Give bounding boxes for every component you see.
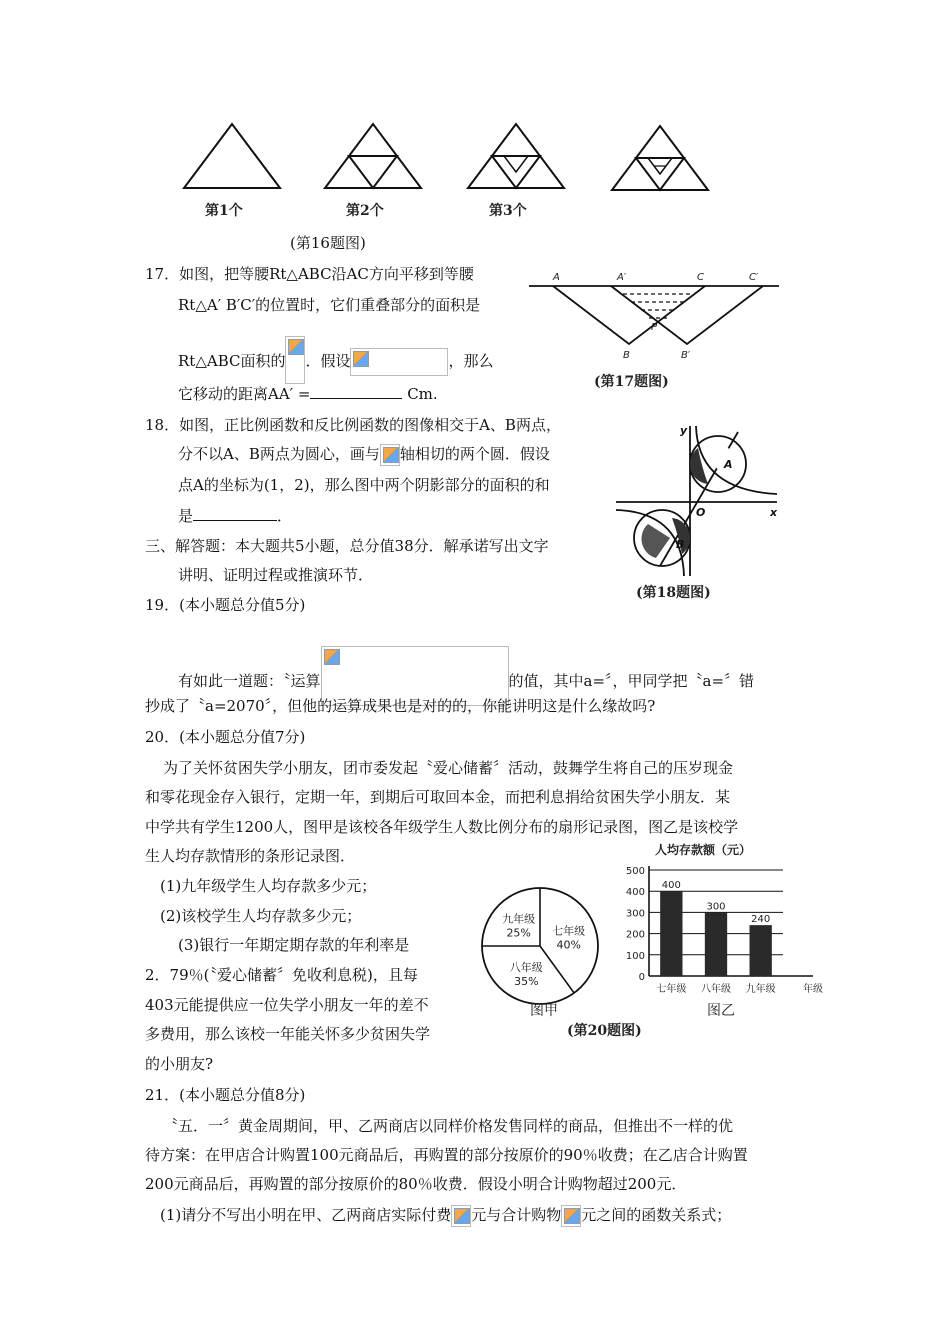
q20-sub-5: 403元能提供应一位失学小朋友一年的差不 (145, 996, 429, 1014)
bar-value-label: 240 (751, 914, 771, 926)
q21-sub-1a: (1)请分不写出小明在甲、乙两商店实际付费 (160, 1206, 452, 1224)
answer-blank (193, 520, 277, 521)
q21-para-1: 〝五．一〞黄金周期间，甲、乙两商店以同样价格发售同样的商品，但推出不一样的优 (163, 1117, 734, 1135)
q20-sub-7: 的小朋友? (145, 1055, 214, 1073)
q20-para-4: 生人均存款情形的条形记录图． (145, 847, 356, 865)
broken-image-icon (285, 336, 305, 384)
q19-line-1b: 的值，其中a=〞，甲同学把〝a=〞错 (508, 672, 755, 690)
q18-line-4 (178, 506, 292, 526)
q20-para-1: 为了关怀贫困失学小朋友，团市委发起〝爱心储蓄〞活动，鼓舞学生将自己的压岁现金 (163, 759, 734, 777)
bar (750, 925, 772, 976)
fig16-triangles (170, 118, 730, 228)
q17-line-2: Rt△A′ B′C′的位置时，它们重叠部分的面积是 (178, 296, 481, 314)
q20-sub-6: 多费用，那么该校一年能关怀多少贫困失学 (145, 1025, 431, 1043)
y-tick-label: 200 (625, 929, 645, 941)
sec3-line-2: 讲明、证明过程或推演环节． (178, 566, 374, 584)
q21-sub-1 (160, 1205, 731, 1227)
q21-para-3: 200元商品后，再购置的部分按原价的80％收费．假设小明合计购物超过200元． (145, 1175, 687, 1193)
bar (660, 891, 682, 976)
q17-line-3 (178, 336, 494, 384)
q20-sub-3: (3)银行一年期定期存款的年利率是 (178, 936, 410, 954)
q17-line-4b: Cm. (407, 385, 438, 403)
fig18-label-y: y (680, 424, 688, 437)
x-tick-label: 七年级 (656, 984, 687, 995)
q18-line-4b: ． (277, 507, 293, 525)
y-tick-label: 300 (625, 908, 645, 920)
q17-line-4a: 它移动的距离AA′ = (178, 385, 311, 403)
answer-blank (310, 398, 402, 399)
fig17-label-b-prime: B′ (681, 350, 691, 361)
pie-slice-value: 25% (506, 926, 531, 940)
q17-line-3a: Rt△ABC面积的 (178, 352, 286, 370)
q20-para-3: 中学共有学生1200人，图甲是该校各年级学生人数比例分布的扇形记录图，图乙是该校学 (145, 818, 739, 836)
q18-line-2a: 分不以A、B两点为圆心，画与 (178, 445, 380, 463)
pie-chart-caption: 图甲 (530, 1003, 558, 1019)
pie-slice-value: 40% (556, 938, 581, 952)
q20-sub-4: 2．79％(〝爱心储蓄〞免收利息税)，且每 (145, 966, 418, 984)
fig18-label-x: x (770, 506, 778, 519)
broken-image-icon (350, 348, 448, 376)
bar (705, 912, 727, 976)
fig18-label-b: B (676, 538, 685, 551)
q18-line-3: 点A的坐标为(1，2)，那么图中两个阴影部分的面积的和 (178, 476, 550, 494)
broken-image-icon (561, 1205, 581, 1227)
q21-sub-1c: 元之间的函数关系式； (581, 1206, 732, 1224)
q19-line-2: 抄成了〝a=2070〞，但他的运算成果也是对的的，你能讲明这是什么缘故吗? (145, 697, 656, 715)
fig16-label-2: 第2个 (346, 203, 384, 219)
broken-image-icon (380, 444, 400, 466)
fig18-label-o: O (696, 506, 706, 519)
pie-slice-label: 九年级 (502, 912, 536, 926)
y-tick-label: 500 (625, 866, 645, 877)
bar-value-label: 400 (661, 880, 681, 892)
x-tick-label: 九年级 (745, 984, 776, 995)
x-tick-label: 八年级 (701, 984, 731, 995)
q17-line-3c: ，那么 (448, 352, 494, 370)
q20-sub-1: (1)九年级学生人均存款多少元； (160, 877, 377, 895)
q20-sub-2: (2)该校学生人均存款多少元； (160, 907, 362, 925)
q21-para-2: 待方案：在甲店合计购置100元商品后，再购置的部分按原价的90％收费；在乙店合计购置 (145, 1146, 748, 1164)
bar-chart-title: 人均存款额（元） (655, 843, 752, 857)
q18-line-2 (178, 444, 550, 466)
pie-slice-label: 八年级 (509, 960, 543, 974)
fig17-label-c: C (697, 272, 704, 283)
q17-line-1: 17．如图，把等腰Rt△ABC沿AC方向平移到等腰 (145, 265, 474, 283)
fig17-label-a: A (553, 272, 560, 283)
q17-line-3b: ．假设 (305, 352, 351, 370)
broken-image-icon (451, 1205, 471, 1227)
q20-head: 20．(本小题总分值7分) (145, 728, 306, 746)
bar-chart (615, 838, 830, 1018)
fig17-caption: (第17题图) (594, 374, 669, 390)
fig17-label-p: P (651, 322, 658, 333)
fig16-caption: (第16题图) (290, 234, 366, 252)
q18-line-1: 18．如图，正比例函数和反比例函数的图像相交于A、B两点， (145, 416, 561, 434)
q21-head: 21．(本小题总分值8分) (145, 1086, 306, 1104)
q20-para-2: 和零花现金存入银行，定期一年，到期后可取回本金，而把利息捐给贫困失学小朋友．某 (145, 788, 731, 806)
fig18-label-a: A (724, 458, 733, 471)
pie-slice-label: 七年级 (552, 924, 586, 938)
q19-line-1a: 有如此一道题：〝运算 (178, 672, 321, 690)
q18-line-4a: 是 (178, 507, 194, 525)
fig17-label-a-prime: A′ (617, 272, 627, 283)
pie-chart (478, 878, 618, 1018)
q19-head: 19．(本小题总分值5分) (145, 596, 306, 614)
y-tick-label: 100 (625, 950, 645, 962)
pie-slice-value: 35% (514, 974, 539, 988)
y-tick-label: 0 (638, 972, 645, 983)
bar-chart-caption: 图乙 (707, 1003, 735, 1019)
fig20-caption: (第20题图) (567, 1023, 642, 1039)
x-axis-label: 年级 (803, 984, 823, 995)
bar-value-label: 300 (706, 901, 726, 913)
q18-line-2b: 轴相切的两个圆．假设 (399, 445, 550, 463)
y-tick-label: 400 (625, 887, 645, 899)
sec3-line-1: 三、解答题：本大题共5小题，总分值38分．解承诺写出文字 (145, 537, 549, 555)
q21-sub-1b: 元与合计购物 (471, 1206, 562, 1224)
fig18-caption: (第18题图) (636, 585, 711, 601)
fig18-diagram (612, 420, 787, 580)
fig16-label-3: 第3个 (489, 203, 527, 219)
fig17-label-c-prime: C′ (749, 272, 759, 283)
fig16-label-1: 第1个 (205, 203, 243, 219)
fig17-label-b: B (623, 350, 630, 361)
q17-line-4 (178, 384, 438, 404)
